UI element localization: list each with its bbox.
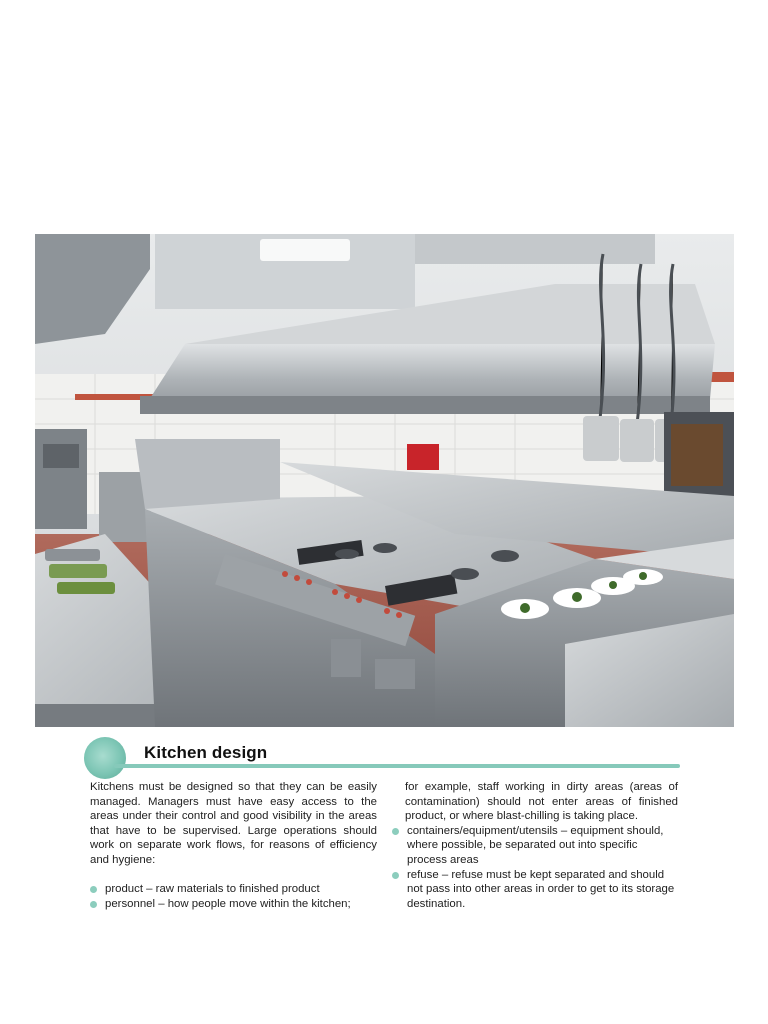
list-item [90,882,377,897]
bullet-icon [392,828,399,835]
list-item-text: refuse – refuse must be kept separated and should not pass into other areas in order to get to its storage destination. [407,868,675,910]
bullet-icon [392,872,399,879]
text-column-left [90,780,377,911]
bullet-icon [90,901,97,908]
list-item [90,897,377,912]
section-rule [114,764,680,768]
text-column-right [392,780,678,911]
bullet-list-left [90,882,377,911]
kitchen-photo [35,234,734,727]
continuation-paragraph: for example, staff working in dirty areas (areas of contamination) should not enter areas of finished product, or where blast-chilling is taking place. [405,781,678,823]
list-item [392,868,678,912]
list-item-text: personnel – how people move within the kitchen; [105,897,351,910]
kitchen-illustration [35,234,734,727]
list-item-text: product – raw materials to finished product [105,883,320,896]
section-title: Kitchen design [144,743,268,762]
bullet-icon [90,886,97,893]
list-item-text: containers/equipment/utensils – equipment should, where possible, be separated out into specific process areas [407,824,664,866]
section-header [84,737,684,779]
bullet-list-right [392,824,678,912]
list-item [392,824,678,868]
section-marker-circle [84,737,126,779]
intro-paragraph: Kitchens must be designed so that they can be easily managed. Managers must have easy access to the areas under their control and good visibility in the areas that have to be supervised. Large operations should work on separate work flows, for reasons of efficiency and hygiene: [90,781,377,866]
